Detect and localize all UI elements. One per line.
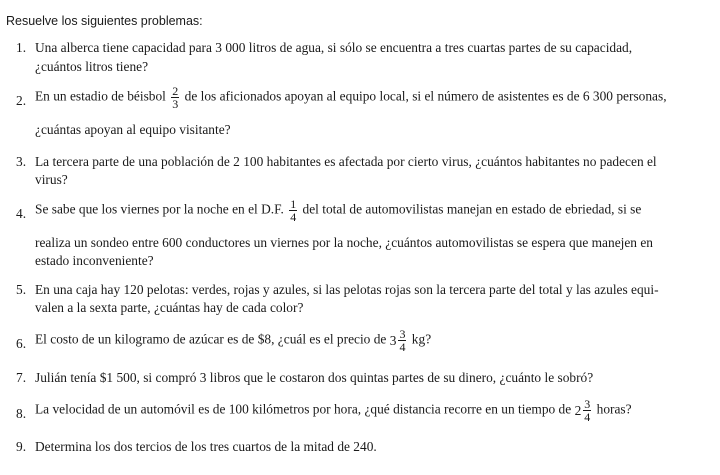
problem-number: 6. <box>16 336 27 351</box>
problem-text-line-1 <box>35 85 667 110</box>
mixed-number-whole: 2 <box>574 402 582 418</box>
fraction <box>289 198 297 223</box>
problem-text-line-1 <box>35 328 431 353</box>
instructions-heading: Resuelve los siguientes problemas: <box>6 14 203 28</box>
problem-text-line-1: Determina los dos tercios de los tres cuartos de la mitad de 240. <box>35 439 377 454</box>
problem-number: 5. <box>16 282 27 297</box>
problem-text-line-1: En una caja hay 120 pelotas: verdes, rojas y azules, si las pelotas rojas son la tercera parte del total y las azules equi- <box>35 282 659 297</box>
fraction-denominator: 4 <box>584 410 591 424</box>
fraction-numerator: 2 <box>172 84 179 98</box>
text-segment: En un estadio de béisbol <box>35 88 166 104</box>
mixed-number <box>574 397 597 424</box>
fraction-denominator: 4 <box>399 340 406 354</box>
problem-number: 2. <box>16 93 27 108</box>
problem-text-line-1: Julián tenía $1 500, si compró 3 libros que le costaron dos quintas partes de su dinero, ¿cuánto le sobró? <box>35 370 594 385</box>
fraction-denominator: 4 <box>290 210 297 224</box>
problem-text-line-1 <box>35 398 632 423</box>
text-segment: kg? <box>411 331 432 347</box>
problem-text-line-1: Una alberca tiene capacidad para 3 000 litros de agua, si sólo se encuentra a tres cuartas partes de su capacidad, <box>35 40 633 55</box>
fraction-numerator: 3 <box>584 397 591 411</box>
problem-number: 7. <box>16 370 27 385</box>
text-segment: El costo de un kilogramo de azúcar es de $8, ¿cuál es el precio de <box>35 331 387 347</box>
problem-text-line-3: estado inconveniente? <box>35 253 154 268</box>
mixed-number <box>389 327 412 354</box>
fraction <box>171 85 179 110</box>
problem-text-line-2: ¿cuántos litros tiene? <box>35 59 149 74</box>
text-segment: de los aficionados apoyan al equipo local, si el número de asistentes es de 6 300 personas, <box>184 88 667 104</box>
problem-number: 9. <box>16 439 27 454</box>
problem-text-line-2: valen a la sexta parte, ¿cuántas hay de cada color? <box>35 300 304 315</box>
problem-number: 8. <box>16 406 27 421</box>
text-segment: del total de automovilistas manejan en estado de ebriedad, si se <box>302 201 642 217</box>
fraction-denominator: 3 <box>172 97 179 111</box>
fraction <box>398 328 406 353</box>
problem-text-line-2: ¿cuántas apoyan al equipo visitante? <box>35 122 231 137</box>
problem-number: 4. <box>16 206 27 221</box>
fraction <box>583 398 591 423</box>
problem-text-line-1 <box>35 198 641 223</box>
problem-text-line-1: La tercera parte de una población de 2 100 habitantes es afectada por cierto virus, ¿cuántos habitantes no padecen el <box>35 154 657 169</box>
fraction-numerator: 1 <box>290 197 297 211</box>
mixed-number-whole: 3 <box>389 332 397 348</box>
fraction-numerator: 3 <box>399 327 406 341</box>
problem-text-line-2: virus? <box>35 172 68 187</box>
problem-number: 1. <box>16 40 27 55</box>
problem-number: 3. <box>16 154 27 169</box>
text-segment: Se sabe que los viernes por la noche en el D.F. <box>35 201 284 217</box>
text-segment: horas? <box>596 401 632 417</box>
problem-text-line-2: realiza un sondeo entre 600 conductores un viernes por la noche, ¿cuántos automovilistas se espera que manejen en <box>35 235 653 250</box>
text-segment: La velocidad de un automóvil es de 100 kilómetros por hora, ¿qué distancia recorre en un tiempo de <box>35 401 572 417</box>
